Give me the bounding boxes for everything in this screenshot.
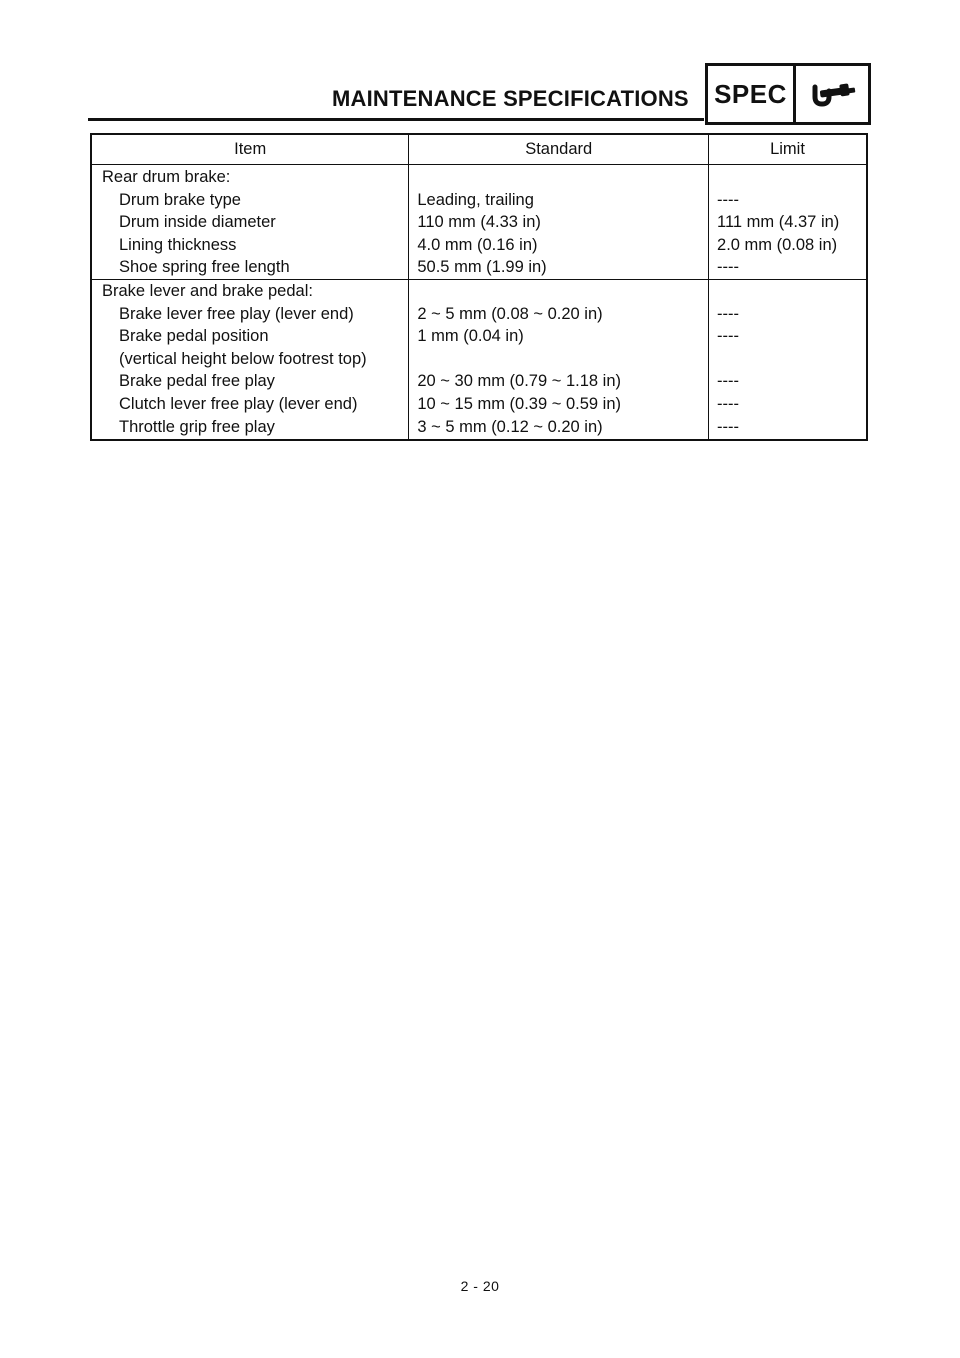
standard-cell: 2 ~ 5 mm (0.08 ~ 0.20 in): [409, 303, 709, 326]
limit-cell: 111 mm (4.37 in): [709, 211, 867, 234]
standard-cell: 1 mm (0.04 in): [409, 325, 709, 370]
group-heading: Rear drum brake:: [102, 168, 231, 186]
column-header-standard: Standard: [409, 134, 709, 165]
wrench-icon: [806, 79, 858, 109]
table-row: [91, 189, 867, 212]
group-heading-row: [91, 165, 867, 189]
header-rule: [88, 118, 704, 121]
standard-cell: 110 mm (4.33 in): [409, 211, 709, 234]
page-title: MAINTENANCE SPECIFICATIONS: [332, 86, 689, 111]
table-row: [91, 325, 867, 370]
item-cell: [91, 325, 409, 370]
limit-cell: ----: [709, 393, 867, 416]
limit-cell: ----: [709, 325, 867, 370]
limit-cell: ----: [709, 256, 867, 279]
item-text: Brake pedal position: [119, 327, 269, 346]
spec-badge-label: SPEC: [708, 66, 796, 122]
standard-cell: Leading, trailing: [409, 189, 709, 212]
limit-cell: ----: [709, 416, 867, 441]
item-cell: Shoe spring free length: [119, 258, 290, 277]
item-cell: Brake pedal free play: [119, 372, 275, 391]
table-row: [91, 211, 867, 234]
table-row: [91, 256, 867, 279]
limit-cell: ----: [709, 370, 867, 393]
item-cell: Brake lever free play (lever end): [119, 304, 354, 323]
item-cell: Throttle grip free play: [119, 417, 275, 436]
group-heading: Brake lever and brake pedal:: [91, 279, 409, 302]
group-heading-row: [91, 279, 867, 302]
item-note: (vertical height below footrest top): [119, 349, 367, 368]
column-header-item: Item: [91, 134, 409, 165]
spec-badge: [705, 63, 871, 125]
spec-icon-container: [796, 66, 868, 122]
item-cell: Drum brake type: [119, 190, 241, 209]
item-cell: Clutch lever free play (lever end): [119, 394, 358, 413]
standard-cell: 10 ~ 15 mm (0.39 ~ 0.59 in): [409, 393, 709, 416]
page-number: 2 - 20: [460, 1278, 500, 1294]
specifications-table: [90, 133, 868, 441]
standard-cell: 50.5 mm (1.99 in): [409, 256, 709, 279]
column-header-limit: Limit: [709, 134, 867, 165]
limit-cell: 2.0 mm (0.08 in): [709, 234, 867, 257]
limit-cell: ----: [709, 303, 867, 326]
standard-cell: 20 ~ 30 mm (0.79 ~ 1.18 in): [409, 370, 709, 393]
table-row: [91, 393, 867, 416]
standard-cell: 3 ~ 5 mm (0.12 ~ 0.20 in): [409, 416, 709, 441]
table-row: [91, 303, 867, 326]
limit-cell: ----: [709, 189, 867, 212]
item-cell: Drum inside diameter: [119, 213, 276, 232]
table-row: [91, 370, 867, 393]
table-header-row: [91, 134, 867, 165]
table-row: [91, 234, 867, 257]
table-row: [91, 416, 867, 441]
standard-cell: 4.0 mm (0.16 in): [409, 234, 709, 257]
item-cell: Lining thickness: [119, 235, 237, 254]
